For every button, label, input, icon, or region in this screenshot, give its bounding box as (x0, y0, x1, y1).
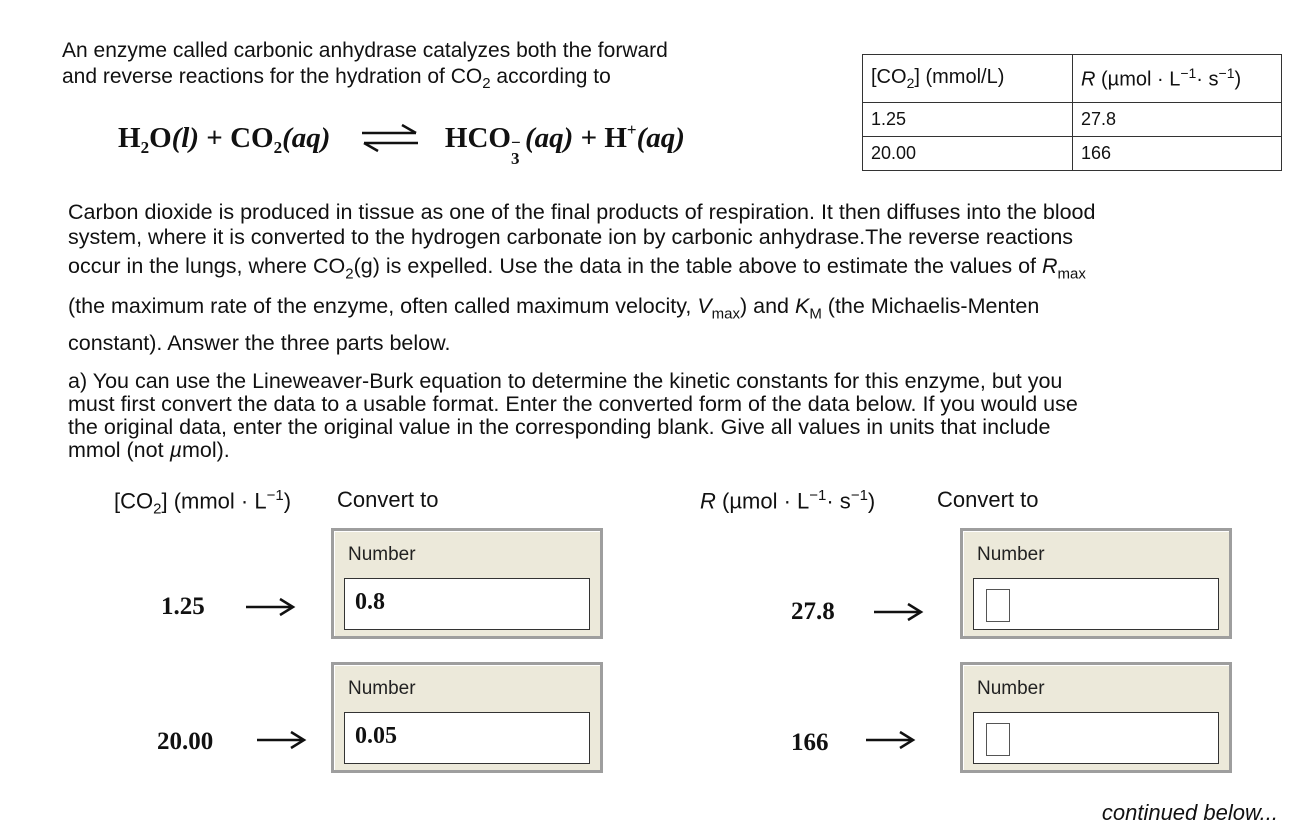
right-convert-label: Convert to (937, 487, 1039, 512)
converted-co2-input-2[interactable]: 0.05 (344, 712, 590, 764)
right-value-1: 27.8 (791, 598, 835, 625)
table-cell-rate: 166 (1073, 137, 1282, 171)
paragraph-line-5: constant). Answer the three parts below. (68, 330, 451, 355)
left-convert-label: Convert to (337, 487, 439, 512)
table-cell-co2: 20.00 (863, 137, 1073, 171)
input-label: Number (977, 544, 1045, 565)
part-a-line-4: mmol (not µmol). (68, 438, 230, 462)
table-header-rate: R $(\mu mol \cdot L^{-1}\cdot s^{-1})$ (1073, 55, 1282, 103)
table-row (863, 103, 1282, 137)
right-arrow-icon (864, 729, 916, 751)
description-paragraph (68, 200, 1283, 356)
converted-rate-input-1[interactable] (973, 578, 1219, 630)
table-cell-rate: 27.8 (1073, 103, 1282, 137)
intro-line-2: and reverse reactions for the hydration of $CO_2$ according to (62, 65, 611, 93)
intro-line-1: An enzyme called carbonic anhydrase catalyzes both the forward (62, 39, 668, 62)
table-row (863, 137, 1282, 171)
table-cell-co2: 1.25 (863, 103, 1073, 137)
part-a-line-3: the original data, enter the original value in the corresponding blank. Give all values in units that include (68, 415, 1051, 439)
right-arrow-icon (255, 729, 307, 751)
part-a-line-2: must first convert the data to a usable format. Enter the converted form of the data below. If you would use (68, 392, 1078, 416)
paragraph-line-1: Carbon dioxide is produced in tissue as one of the final products of respiration. It then diffuses into the blood (68, 200, 1096, 224)
left-column-header: $[CO_2]$ (mmol · $L^{-1}$) (114, 487, 292, 518)
data-table (862, 54, 1282, 171)
paragraph-line-2: system, where it is converted to the hydrogen carbonate ion by carbonic anhydrase.The reverse reactions (68, 225, 1074, 249)
equilibrium-arrows-icon (360, 123, 420, 153)
input-group-co2-1 (331, 528, 603, 639)
part-a-line-1: a) You can use the Lineweaver-Burk equation to determine the kinetic constants for this enzyme, but you (68, 369, 1063, 393)
input-group-co2-2 (331, 662, 603, 773)
left-value-2: 20.00 (157, 728, 214, 755)
right-arrow-icon (244, 596, 296, 618)
paragraph-line-3: occur in the lungs, where $CO_2(g)$ is expelled. Use the data in the table above to estimate the values of $R_{max}$ (68, 254, 1086, 283)
paragraph-line-4: (the maximum rate of the enzyme, often called maximum velocity, $V_{max}$) and $K_M$ (the Michaelis-Menten (68, 294, 1040, 323)
right-arrow-icon (872, 601, 924, 623)
table-header-row (863, 55, 1282, 103)
reaction-equation: $H_2O(l) + CO_2(aq)$ HCO − 3 (aq) + H+(aq) (118, 120, 685, 168)
converted-co2-input-1[interactable]: 0.8 (344, 578, 590, 630)
input-group-rate-2 (960, 662, 1232, 773)
input-group-rate-1 (960, 528, 1232, 639)
input-label: Number (348, 678, 416, 699)
input-label: Number (977, 678, 1045, 699)
continued-note: continued below... (1101, 800, 1278, 825)
converted-rate-input-2[interactable] (973, 712, 1219, 764)
left-value-1: 1.25 (161, 593, 205, 620)
intro-text (62, 38, 822, 97)
input-label: Number (348, 544, 416, 565)
right-column-header: R $(\mu mol \cdot L^{-1}\cdot s^{-1})$ (700, 487, 876, 514)
table-header-co2: $[CO_2]$ (mmol/L) (863, 55, 1073, 103)
part-a-text (68, 370, 1283, 462)
right-value-2: 166 (791, 729, 829, 756)
